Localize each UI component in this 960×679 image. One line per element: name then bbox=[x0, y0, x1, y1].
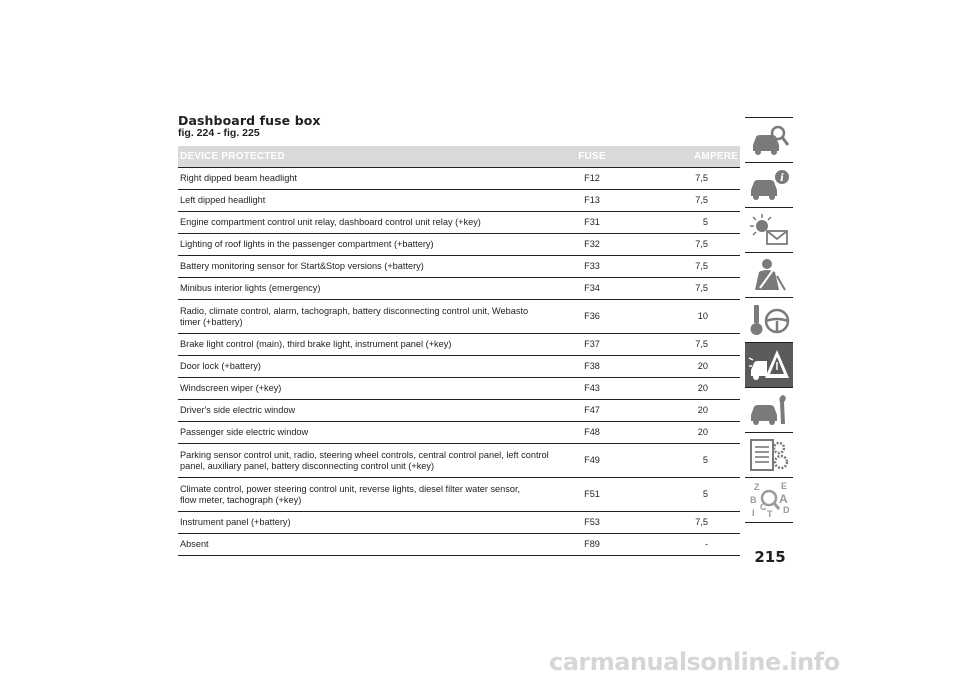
fuse-cell: F31 bbox=[584, 217, 600, 227]
table-row bbox=[178, 234, 740, 256]
car-wrench-icon bbox=[747, 391, 791, 429]
index-letter-d: D bbox=[783, 505, 790, 515]
fuse-cell: F47 bbox=[584, 405, 600, 415]
table-header bbox=[178, 146, 740, 168]
device-cell: Radio, climate control, alarm, tachograph, battery disconnecting control unit, Webasto timer (+battery) bbox=[180, 306, 529, 327]
fuse-cell: F36 bbox=[584, 311, 600, 321]
ampere-cell: 7,5 bbox=[695, 239, 708, 249]
device-cell: Engine compartment control unit relay, dashboard control unit relay (+key) bbox=[180, 217, 481, 227]
watermark: carmanualsonline.info bbox=[549, 648, 840, 676]
table-row bbox=[178, 168, 740, 190]
table-row bbox=[178, 512, 740, 534]
table-row bbox=[178, 334, 740, 356]
device-cell: Climate control, power steering control unit, reverse lights, diesel filter water sensor, flow meter, tachograph (+key) bbox=[180, 484, 521, 505]
tab-car-magnifier[interactable] bbox=[745, 117, 793, 162]
device-cell: Lighting of roof lights in the passenger compartment (+battery) bbox=[180, 239, 434, 249]
index-letter-z: Z bbox=[754, 482, 760, 492]
ampere-cell: 5 bbox=[702, 489, 708, 499]
table-row bbox=[178, 300, 740, 334]
fuse-cell: F32 bbox=[584, 239, 600, 249]
table-row bbox=[178, 256, 740, 278]
device-cell: Battery monitoring sensor for Start&Stop versions (+battery) bbox=[180, 261, 424, 271]
ampere-cell: 7,5 bbox=[695, 283, 708, 293]
table-row bbox=[178, 356, 740, 378]
table-row bbox=[178, 378, 740, 400]
device-cell: Door lock (+battery) bbox=[180, 361, 261, 371]
fuse-cell: F38 bbox=[584, 361, 600, 371]
device-cell: Brake light control (main), third brake light, instrument panel (+key) bbox=[180, 339, 452, 349]
fuse-cell: F49 bbox=[584, 455, 600, 465]
ampere-cell: - bbox=[704, 539, 708, 549]
tab-car-info[interactable] bbox=[745, 162, 793, 207]
device-cell: Right dipped beam headlight bbox=[180, 173, 297, 183]
person-seatbelt-icon bbox=[747, 256, 791, 294]
device-cell: Absent bbox=[180, 539, 209, 549]
fuse-cell: F51 bbox=[584, 489, 600, 499]
index-letter-i: I bbox=[752, 508, 755, 518]
table-row bbox=[178, 478, 740, 512]
ampere-cell: 20 bbox=[697, 405, 708, 415]
ampere-cell: 7,5 bbox=[695, 173, 708, 183]
ampere-cell: 20 bbox=[697, 427, 708, 437]
chapter-sidebar bbox=[745, 117, 793, 523]
header-ampere: AMPERE bbox=[694, 151, 738, 162]
fuse-cell: F34 bbox=[584, 283, 600, 293]
table-row bbox=[178, 534, 740, 556]
device-cell: Windscreen wiper (+key) bbox=[180, 383, 282, 393]
device-cell: Left dipped headlight bbox=[180, 195, 266, 205]
ampere-cell: 7,5 bbox=[695, 261, 708, 271]
key-steering-wheel-icon bbox=[747, 301, 791, 339]
page-number: 215 bbox=[754, 548, 786, 566]
fuse-cell: F43 bbox=[584, 383, 600, 393]
figure-reference[interactable]: fig. 224 - fig. 225 bbox=[178, 127, 260, 139]
device-cell: Passenger side electric window bbox=[180, 427, 309, 437]
device-cell: Parking sensor control unit, radio, steering wheel controls, central control panel, left control panel, auxiliary panel, battery disconnecting control unit (+key) bbox=[180, 450, 549, 471]
ampere-cell: 7,5 bbox=[695, 517, 708, 527]
table-row bbox=[178, 190, 740, 212]
tab-technical-data[interactable] bbox=[745, 432, 793, 477]
ampere-cell: 10 bbox=[697, 311, 708, 321]
tab-index[interactable] bbox=[745, 477, 793, 523]
index-letter-c: C bbox=[760, 502, 767, 512]
ampere-cell: 20 bbox=[697, 361, 708, 371]
tab-warning-lights[interactable] bbox=[745, 207, 793, 252]
car-magnifier-icon bbox=[747, 121, 791, 159]
ampere-cell: 5 bbox=[702, 217, 708, 227]
table-row bbox=[178, 422, 740, 444]
tab-safety[interactable] bbox=[745, 252, 793, 297]
table-row bbox=[178, 400, 740, 422]
table-row bbox=[178, 444, 740, 478]
fuse-cell: F89 bbox=[584, 539, 600, 549]
device-cell: Minibus interior lights (emergency) bbox=[180, 283, 321, 293]
alphabet-index-icon bbox=[747, 481, 791, 519]
index-letter-e: E bbox=[781, 481, 788, 491]
header-fuse: FUSE bbox=[578, 151, 606, 162]
fuse-cell: F37 bbox=[584, 339, 600, 349]
index-letter-a: A bbox=[779, 492, 788, 506]
ampere-cell: 7,5 bbox=[695, 195, 708, 205]
fuse-cell: F53 bbox=[584, 517, 600, 527]
index-letter-b: B bbox=[750, 495, 757, 505]
fuse-cell: F33 bbox=[584, 261, 600, 271]
index-letter-t: T bbox=[767, 509, 773, 519]
fuse-cell: F48 bbox=[584, 427, 600, 437]
fuse-table bbox=[178, 146, 740, 556]
document-gears-icon bbox=[747, 436, 791, 474]
tab-starting-driving[interactable] bbox=[745, 297, 793, 342]
ampere-cell: 7,5 bbox=[695, 339, 708, 349]
fuse-cell: F12 bbox=[584, 173, 600, 183]
table-row bbox=[178, 212, 740, 234]
car-info-icon bbox=[747, 166, 791, 204]
device-cell: Driver's side electric window bbox=[180, 405, 296, 415]
device-cell: Instrument panel (+battery) bbox=[180, 517, 291, 527]
tab-emergency[interactable] bbox=[745, 342, 793, 387]
tab-servicing[interactable] bbox=[745, 387, 793, 432]
warning-light-envelope-icon bbox=[747, 211, 791, 249]
header-device-protected: DEVICE PROTECTED bbox=[180, 151, 285, 162]
section-title: Dashboard fuse box bbox=[178, 113, 321, 128]
ampere-cell: 5 bbox=[702, 455, 708, 465]
table-row bbox=[178, 278, 740, 300]
svg-text:i: i bbox=[780, 173, 784, 184]
fuse-cell: F13 bbox=[584, 195, 600, 205]
ampere-cell: 20 bbox=[697, 383, 708, 393]
car-breakdown-warning-triangle-icon bbox=[747, 346, 791, 384]
